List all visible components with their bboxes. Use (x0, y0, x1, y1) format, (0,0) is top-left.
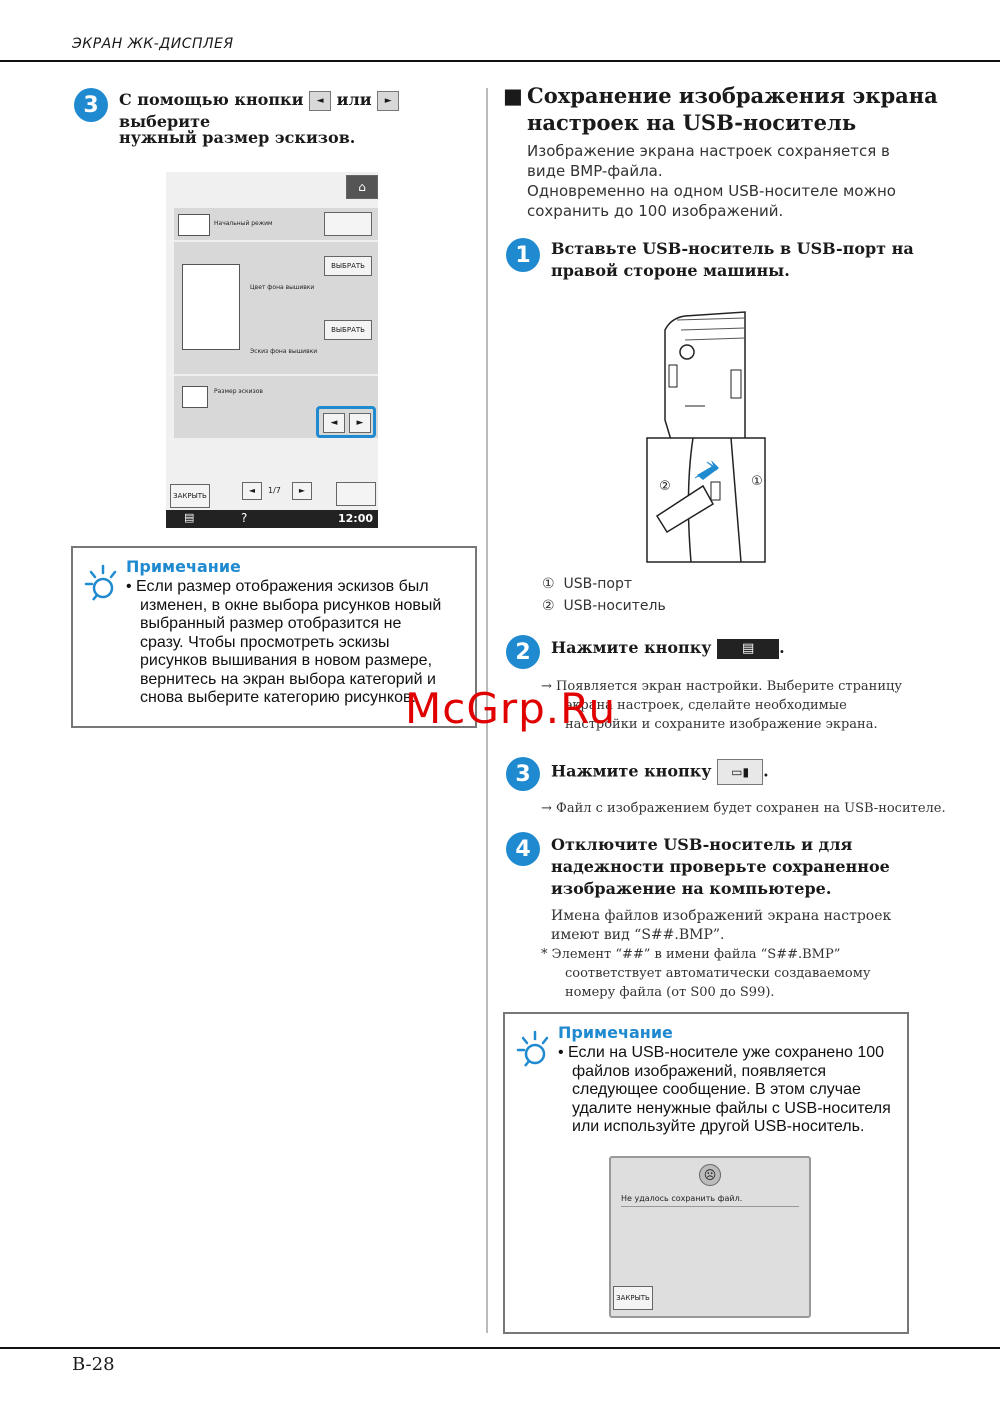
error-message: Не удалось сохранить файл. (621, 1194, 743, 1203)
figure-callout-2: ② (659, 479, 671, 494)
lightbulb-icon (83, 562, 121, 602)
page-prev-icon[interactable]: ◄ (242, 482, 262, 500)
usb-illustration (645, 310, 770, 565)
section-marker: ■ (503, 83, 523, 108)
page-indicator: 1/7 (268, 486, 281, 495)
step-3-text-or: или (336, 90, 372, 109)
select-color-button[interactable]: ВЫБРАТЬ (324, 256, 372, 276)
intro-line: Изображение экрана настроек сохраняется в (527, 142, 890, 160)
step-3-right-text: Нажмите кнопку ▭▮ . (551, 759, 769, 785)
note-line: снова выберите категорию рисунков. (140, 689, 416, 706)
step-4-line: изображение на компьютере. (551, 879, 832, 898)
note-line: сразу. Чтобы просмотреть эскизы (140, 633, 390, 651)
size-label: Размер эскизов (214, 388, 263, 395)
dialog-close-button[interactable]: ЗАКРЫТЬ (613, 1286, 653, 1310)
lcd-screen (166, 172, 378, 528)
right-arrow-button-icon: ► (377, 91, 399, 111)
step-3-text-before: С помощью кнопки (119, 90, 304, 109)
note-line: следующее сообщение. В этом случае (572, 1081, 861, 1098)
step-2-label: Нажмите кнопку (551, 638, 712, 657)
mode-panel (174, 208, 378, 240)
save-screen-icon[interactable] (336, 482, 376, 506)
arrow-highlight (316, 406, 376, 438)
step-3-label: Нажмите кнопку (551, 761, 712, 781)
note-line: удалите ненужные файлы с USB-носителя (572, 1099, 891, 1117)
size-left-arrow-icon[interactable]: ◄ (323, 413, 345, 433)
mode-label: Начальный режим (214, 220, 273, 227)
size-right-arrow-icon[interactable]: ► (349, 413, 371, 433)
step-4-line: надежности проверьте сохраненное (551, 857, 890, 876)
step-1-badge: 1 (506, 238, 540, 272)
error-dialog (609, 1156, 811, 1318)
help-icon[interactable]: ? (241, 511, 248, 525)
settings-button-icon: ▤ (717, 639, 779, 659)
note-line: выбранный размер отобразится не (140, 615, 402, 632)
intro-line: сохранить до 100 изображений. (527, 202, 784, 220)
note-line: • Если на USB-носителе уже сохранено 100 (558, 1044, 885, 1061)
dialog-divider (621, 1206, 799, 1207)
legend-text: USB-порт (563, 576, 633, 592)
step-4-text (551, 834, 890, 900)
step-4-footnote (541, 945, 871, 1002)
note-line: • Если размер отображения эскизов был (126, 578, 429, 595)
step-4-badge: 4 (506, 832, 540, 866)
figure-callout-1: ① (751, 474, 763, 489)
footnote-line: * Элемент “##” в имени файла “S##.BMP” (541, 947, 841, 962)
legend-text: USB-носитель (563, 598, 666, 614)
intro-line: виде BMP-файла. (527, 162, 663, 180)
step-4-body (551, 907, 891, 945)
section-intro (527, 141, 927, 221)
step-3-result: → Файл с изображением будет сохранен на USB-носителе. (541, 801, 946, 816)
sketch-label: Эскиз фона вышивки (250, 348, 318, 355)
legend-mark: ① (542, 576, 555, 592)
step-1-line2: правой стороне машины. (551, 261, 790, 280)
step-2-badge: 2 (506, 635, 540, 669)
clock-display: 12:00 (338, 512, 374, 525)
status-bar (166, 510, 378, 528)
size-icon (182, 386, 208, 408)
background-panel (174, 242, 378, 374)
section-title-line1: Сохранение изображения экрана (527, 83, 938, 108)
intro-line: Одновременно на одном USB-носителе можно (527, 182, 896, 200)
select-sketch-button[interactable]: ВЫБРАТЬ (324, 320, 372, 340)
result-line: → Появляется экран настройки. Выберите страницу (541, 679, 903, 694)
step-2-text: Нажмите кнопку ▤ . (551, 638, 785, 657)
result-line: экрана настроек, сделайте необходимые (565, 698, 847, 713)
right-note-title: Примечание (558, 1023, 673, 1042)
legend-item-usb-port (542, 573, 666, 595)
body-line: Имена файлов изображений экрана настроек (551, 908, 892, 924)
watermark: McGrp.Ru (405, 684, 617, 733)
legend-mark: ② (542, 598, 555, 614)
note-line: или используйте другой USB-носитель. (572, 1118, 865, 1135)
result-line: настройки и сохраните изображение экрана. (565, 717, 878, 732)
header-rule (0, 60, 1000, 62)
note-line: вернитесь на экран выбора категорий и (140, 670, 436, 688)
section-title-line2: настроек на USB-носитель (527, 110, 857, 135)
save-screen-button-icon: ▭▮ (717, 759, 763, 785)
right-note-box (503, 1012, 909, 1334)
usb-legend (542, 573, 666, 617)
close-button[interactable]: ЗАКРЫТЬ (170, 484, 210, 508)
step-1-line1: Вставьте USB-носитель в USB-порт на (551, 239, 914, 258)
mode-toggle-button[interactable] (324, 212, 372, 236)
step-3-right-badge: 3 (506, 757, 540, 791)
preview-box (182, 264, 240, 350)
right-note-body (558, 1044, 903, 1137)
footnote-line: номеру файла (от S00 до S99). (565, 985, 775, 1000)
left-arrow-button-icon: ◄ (309, 91, 331, 111)
footer-rule (0, 1347, 1000, 1349)
legend-item-usb-drive (542, 595, 666, 617)
settings-icon[interactable]: ▤ (184, 511, 195, 524)
step-3-badge: 3 (74, 88, 108, 122)
page-number: B-28 (72, 1354, 115, 1375)
note-line: изменен, в окне выбора рисунков новый (140, 596, 442, 614)
step-4-line: Отключите USB-носитель и для (551, 835, 853, 854)
note-line: рисунков вышивания в новом размере, (140, 652, 433, 669)
sad-face-icon: ☹ (699, 1164, 721, 1186)
color-label: Цвет фона вышивки (250, 284, 315, 291)
note-line: файлов изображений, появляется (572, 1062, 827, 1080)
mode-icon (178, 214, 210, 236)
home-icon[interactable]: ⌂ (346, 175, 378, 199)
body-line: имеют вид “S##.BMP”. (551, 927, 725, 943)
step-3-text-after: выберите (119, 112, 211, 131)
step-3-text-line2: нужный размер эскизов. (119, 128, 356, 147)
footnote-line: соответствует автоматически создаваемому (565, 966, 871, 981)
page-header-title: ЭКРАН ЖК-ДИСПЛЕЯ (72, 36, 234, 52)
lightbulb-icon (515, 1028, 553, 1068)
page-next-icon[interactable]: ► (292, 482, 312, 500)
size-panel (174, 376, 378, 438)
left-note-title: Примечание (126, 557, 241, 576)
